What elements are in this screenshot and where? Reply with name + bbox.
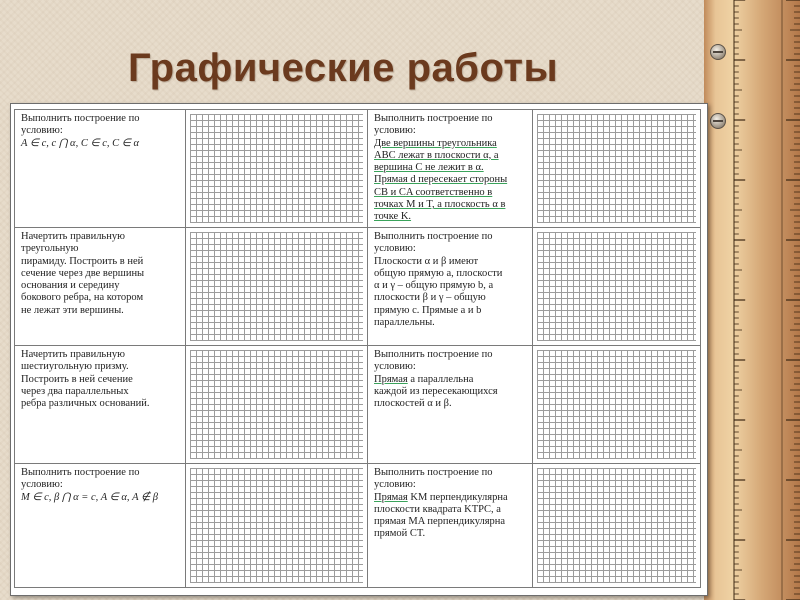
task-text: Выполнить построение по [21, 467, 140, 478]
slide-title: Графические работы [128, 46, 559, 90]
task-text: плоскостей α и β. [374, 398, 452, 410]
task-text: a параллельна [407, 373, 474, 385]
task-text: условию: [374, 125, 416, 137]
screw-bottom [710, 113, 726, 129]
task-cell [15, 228, 186, 346]
task-text-underlined: Прямая d пересекает стороны [374, 174, 508, 186]
drawing-grid[interactable] [186, 464, 368, 588]
task-text: пирамиду. Построить в ней [21, 255, 144, 267]
task-text: прямая MA перпендикулярна [374, 516, 506, 528]
task-text: условию: [374, 361, 416, 373]
task-text-underlined: ABC лежат в плоскости α, а [374, 149, 499, 161]
ruler-decoration [704, 0, 800, 600]
task-text-underlined: точках M и T, а плоскость α в [374, 199, 506, 211]
table-row [15, 346, 701, 464]
task-cell [368, 346, 533, 464]
task-text: плоскости квадрата KTPC, а [374, 503, 501, 515]
task-text: ребра различных оснований. [21, 398, 150, 410]
drawing-grid[interactable] [533, 346, 701, 464]
task-text: через два параллельных [21, 385, 129, 397]
task-cell [15, 464, 186, 588]
task-text: Начертить правильную [21, 231, 125, 242]
task-text: шестиугольную призму. [21, 361, 129, 373]
task-text: параллельны. [374, 317, 435, 329]
task-cell [15, 346, 186, 464]
task-text: каждой из пересекающихся [374, 385, 498, 397]
drawing-grid[interactable] [533, 110, 701, 228]
drawing-grid[interactable] [186, 110, 368, 228]
task-text: Плоскости α и β имеют [374, 255, 479, 267]
task-text: Начертить правильную [21, 349, 125, 360]
task-text: треугольную [21, 243, 79, 255]
task-cell [15, 110, 186, 228]
table-row [15, 110, 701, 228]
task-text: KM перпендикулярна [407, 491, 508, 503]
task-text: Выполнить построение по [374, 467, 493, 478]
task-text-underlined: Прямая [374, 373, 408, 385]
drawing-grid[interactable] [186, 228, 368, 346]
table-row [15, 464, 701, 588]
worksheet [10, 103, 708, 596]
task-text: прямой CT. [374, 528, 426, 540]
task-text: Построить в ней сечение [21, 373, 133, 385]
task-text: не лежат эти вершины. [21, 304, 124, 316]
task-text: бокового ребра, на котором [21, 292, 144, 304]
task-text: α и γ – общую прямую b, а [374, 280, 494, 292]
task-formula: M ∈ c, β ⋂ α = c, A ∈ α, A ∉ β [21, 491, 158, 503]
task-text: плоскости β и γ – общую [374, 292, 486, 304]
task-text: условию: [21, 479, 63, 491]
task-cell [368, 228, 533, 346]
task-text: прямую c. Прямые a и b [374, 304, 482, 316]
task-text: условию: [374, 479, 416, 491]
task-text-underlined: CB и CA соответственно в [374, 186, 493, 198]
drawing-grid[interactable] [533, 464, 701, 588]
task-table [14, 109, 701, 588]
task-text: условию: [21, 125, 63, 137]
task-cell [368, 110, 533, 228]
task-text: Выполнить построение по [21, 113, 140, 124]
task-text: Выполнить построение по [374, 349, 493, 360]
task-text: Выполнить построение по [374, 113, 493, 124]
task-text: основания и середину [21, 280, 120, 292]
task-text-underlined: вершина C не лежит в α. [374, 162, 484, 174]
task-text-underlined: точке K. [374, 211, 412, 223]
drawing-grid[interactable] [186, 346, 368, 464]
task-text-underlined: Прямая [374, 491, 408, 503]
task-text: условию: [374, 243, 416, 255]
task-text: сечение через две вершины [21, 267, 145, 279]
drawing-grid[interactable] [533, 228, 701, 346]
task-formula: A ∈ c, c ⋂ α, C ∈ c, C ∈ α [21, 137, 140, 149]
ruler-ticks [704, 0, 800, 600]
task-cell [368, 464, 533, 588]
task-text: Выполнить построение по [374, 231, 493, 242]
table-row [15, 228, 701, 346]
screw-top [710, 44, 726, 60]
task-text-underlined: Две вершины треугольника [374, 137, 497, 149]
task-text: общую прямую a, плоскости [374, 267, 503, 279]
